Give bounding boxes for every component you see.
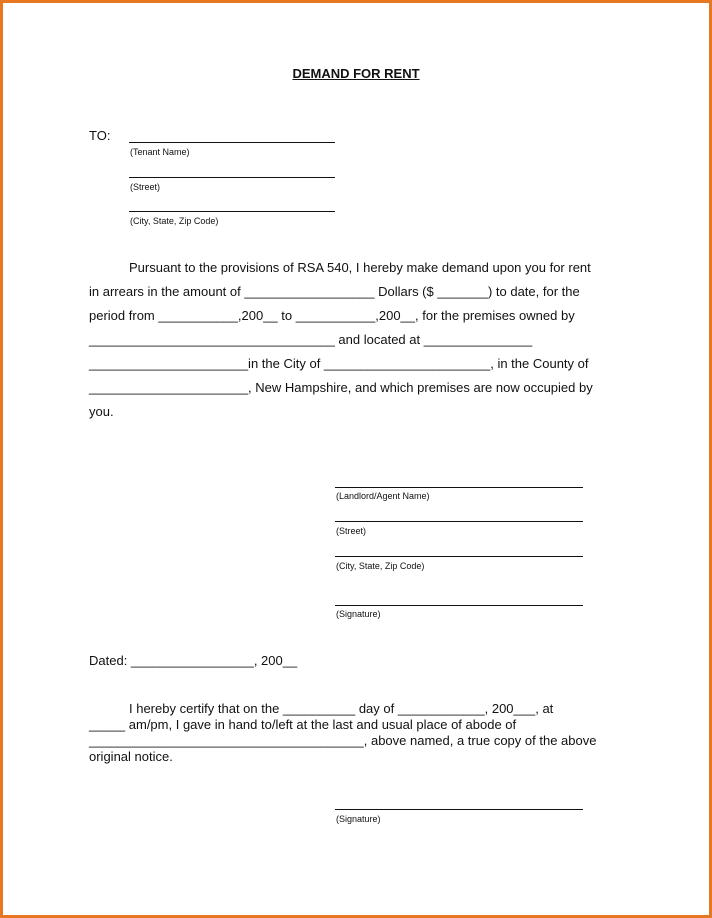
body-line: ______________________in the City of _______________________, in the County of: [89, 356, 589, 371]
to-label: TO:: [89, 128, 111, 143]
landlord-signature-caption: (Signature): [336, 609, 381, 619]
certify-line: original notice.: [89, 749, 173, 764]
body-line: in arrears in the amount of __________________ Dollars ($ _______) to date, for the: [89, 284, 580, 299]
landlord-city-line[interactable]: [335, 556, 583, 557]
dated-line: Dated: _________________, 200__: [89, 653, 298, 668]
certify-line: _____ am/pm, I gave in hand to/left at the last and usual place of abode of: [89, 717, 517, 732]
body-line: ______________________, New Hampshire, and which premises are now occupied by: [89, 380, 593, 395]
body-line: Pursuant to the provisions of RSA 540, I hereby make demand upon you for rent: [129, 260, 591, 275]
body-line: __________________________________ and located at _______________: [89, 332, 533, 347]
landlord-city-caption: (City, State, Zip Code): [336, 561, 425, 571]
tenant-name-line[interactable]: [129, 142, 335, 143]
tenant-street-line[interactable]: [129, 177, 335, 178]
landlord-name-caption: (Landlord/Agent Name): [336, 491, 430, 501]
final-signature-caption: (Signature): [336, 814, 381, 824]
tenant-name-caption: (Tenant Name): [130, 147, 190, 157]
body-line: period from ___________,200__ to ___________,200__, for the premises owned by: [89, 308, 575, 323]
landlord-street-line[interactable]: [335, 521, 583, 522]
certify-line: ______________________________________, above named, a true copy of the above: [89, 733, 597, 748]
landlord-signature-line[interactable]: [335, 605, 583, 606]
tenant-city-caption: (City, State, Zip Code): [130, 216, 219, 226]
tenant-street-caption: (Street): [130, 182, 161, 192]
certify-line: I hereby certify that on the __________ day of ____________, 200___, at: [129, 701, 554, 716]
body-line: you.: [89, 404, 114, 419]
document-title: DEMAND FOR RENT: [292, 66, 420, 81]
landlord-name-line[interactable]: [335, 487, 583, 488]
landlord-street-caption: (Street): [336, 526, 367, 536]
tenant-city-line[interactable]: [129, 211, 335, 212]
final-signature-line[interactable]: [335, 809, 583, 810]
